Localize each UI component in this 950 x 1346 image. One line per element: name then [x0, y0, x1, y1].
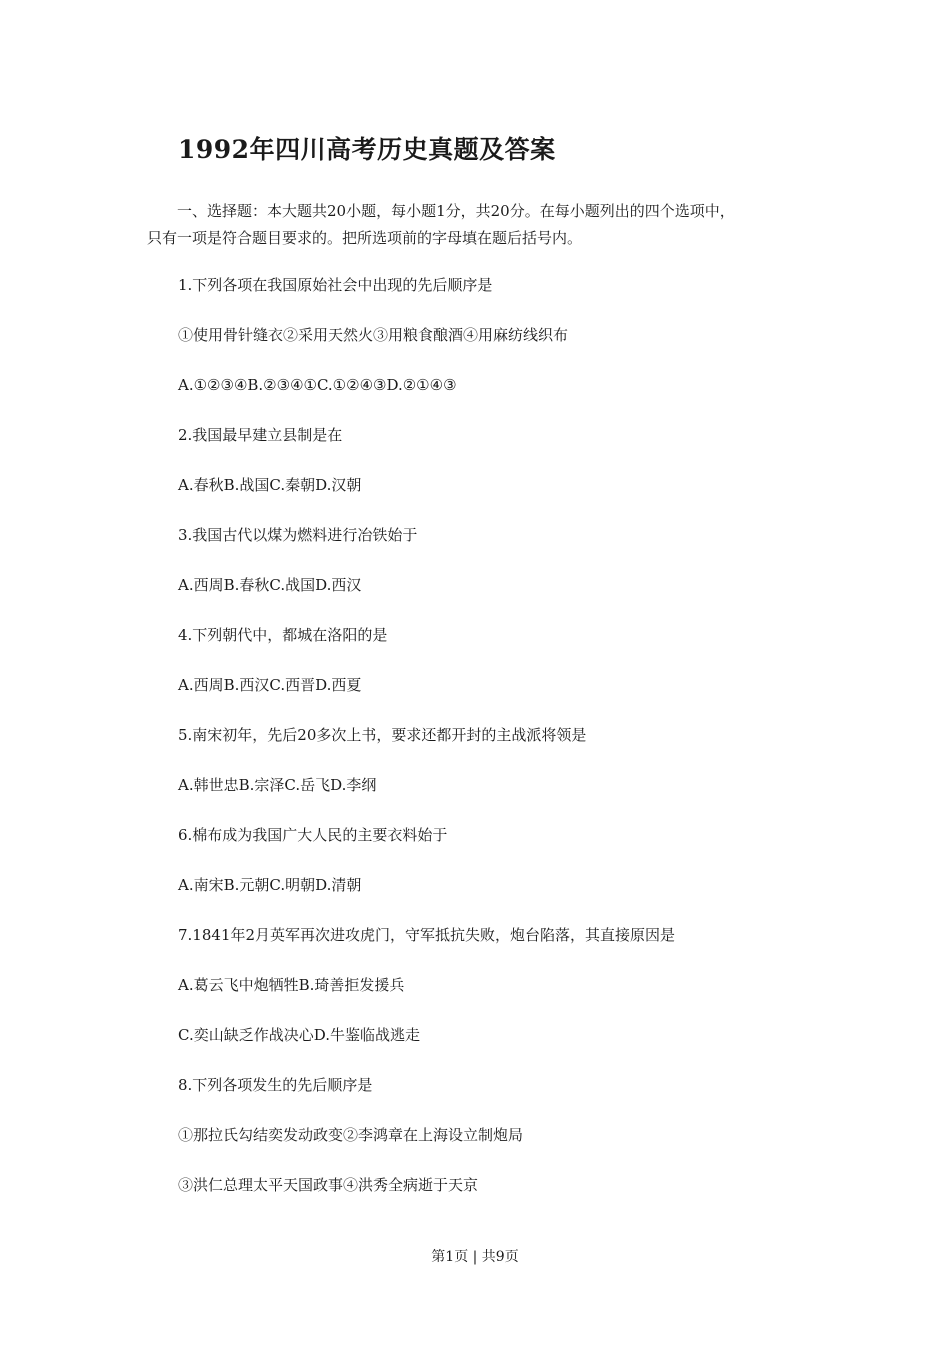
question-line: A.葛云飞中炮牺牲B.琦善拒发援兵 [178, 976, 405, 994]
question-line: 3.我国古代以煤为燃料进行冶铁始于 [178, 526, 418, 544]
intro-line-1: 一、选择题：本大题共20小题，每小题1分，共20分。在每小题列出的四个选项中， [177, 202, 735, 220]
page-footer: 第1页 | 共9页 [431, 1249, 519, 1265]
question-line: ③洪仁总理太平天国政事④洪秀全病逝于天京 [178, 1176, 479, 1194]
question-line: A.西周B.春秋C.战国D.西汉 [178, 576, 362, 594]
question-line: A.韩世忠B.宗泽C.岳飞D.李纲 [178, 776, 377, 794]
intro-line-2: 只有一项是符合题目要求的。把所选项前的字母填在题后括号内。 [147, 229, 583, 247]
question-list [178, 273, 675, 1223]
question-line: 7.1841年2月英军再次进攻虎门，守军抵抗失败，炮台陷落，其直接原因是 [178, 926, 676, 944]
question-line: C.奕山缺乏作战决心D.牛鉴临战逃走 [178, 1026, 420, 1044]
document-title: 1992年四川高考历史真题及答案 [178, 135, 556, 164]
question-line: A.西周B.西汉C.西晋D.西夏 [178, 676, 362, 694]
question-line: 1.下列各项在我国原始社会中出现的先后顺序是 [178, 276, 493, 294]
question-line: 8.下列各项发生的先后顺序是 [178, 1076, 373, 1094]
question-line: 2.我国最早建立县制是在 [178, 426, 343, 444]
question-line: A.①②③④B.②③④①C.①②④③D.②①④③ [178, 376, 457, 394]
question-line: ①使用骨针缝衣②采用天然火③用粮食酿酒④用麻纺线织布 [178, 326, 569, 344]
question-line: A.南宋B.元朝C.明朝D.清朝 [178, 876, 362, 894]
question-line: ①那拉氏勾结奕发动政变②李鸿章在上海设立制炮局 [178, 1126, 524, 1144]
question-line: 5.南宋初年，先后20多次上书，要求还都开封的主战派将领是 [178, 726, 587, 744]
question-line: A.春秋B.战国C.秦朝D.汉朝 [178, 476, 362, 494]
question-line: 6.棉布成为我国广大人民的主要衣料始于 [178, 826, 448, 844]
question-line: 4.下列朝代中，都城在洛阳的是 [178, 626, 388, 644]
section-intro [147, 198, 807, 252]
